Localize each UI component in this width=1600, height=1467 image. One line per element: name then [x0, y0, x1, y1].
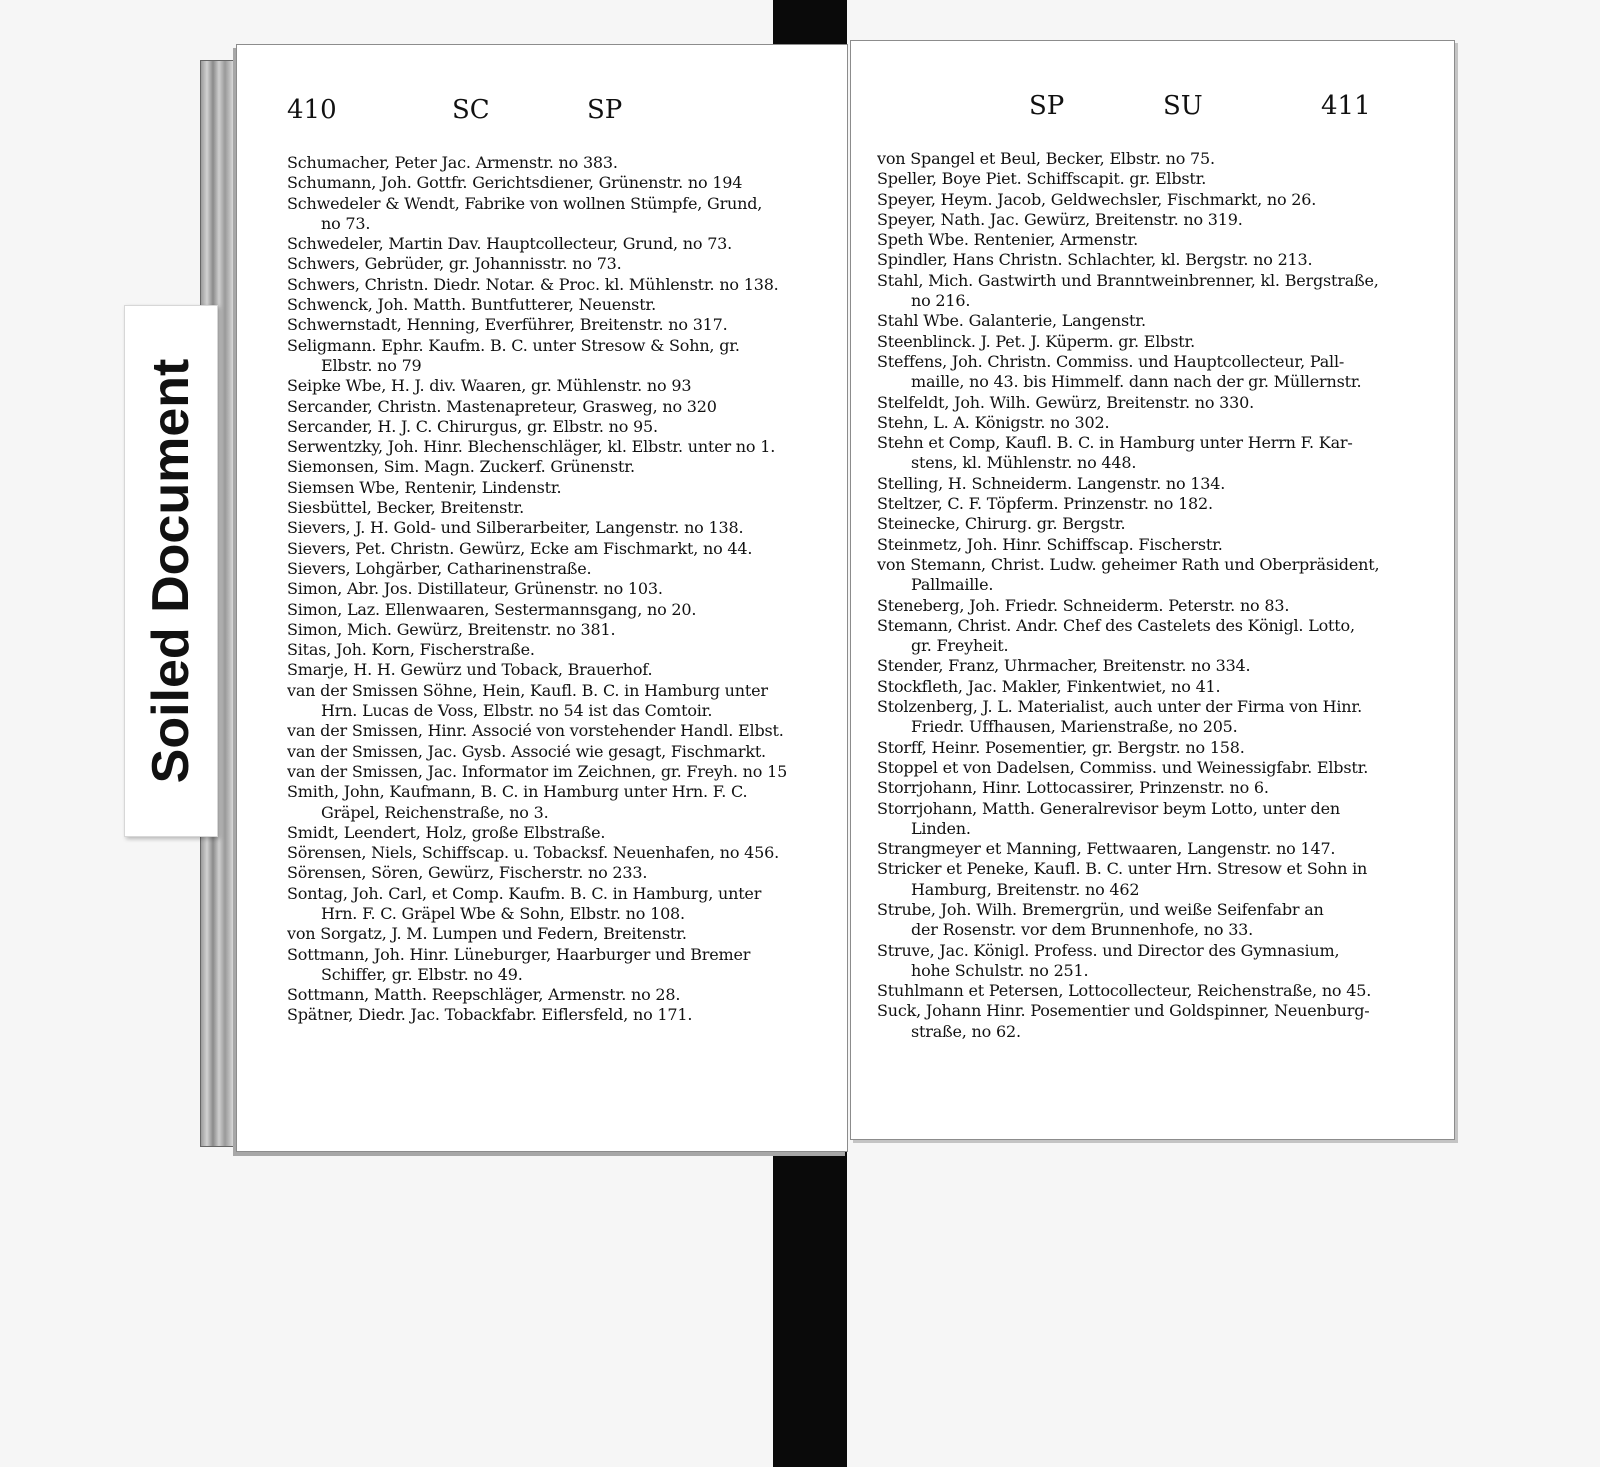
- directory-entry-line: Serwentzky, Joh. Hinr. Blechenschläger, kl. Elbstr. unter no 1.: [287, 437, 776, 457]
- directory-entry-line: Hamburg, Breitenstr. no 462: [911, 879, 1140, 899]
- directory-entry-line: Stricker et Peneke, Kaufl. B. C. unter Hrn. Stresow et Sohn in: [877, 859, 1368, 879]
- left-running-head-start: SC: [452, 95, 490, 125]
- directory-entry-line: no 73.: [321, 213, 371, 233]
- directory-entry-line: Smith, John, Kaufmann, B. C. in Hamburg unter Hrn. F. C.: [287, 782, 748, 802]
- directory-entry-line: straße, no 62.: [911, 1021, 1021, 1041]
- directory-entry-line: Spindler, Hans Christn. Schlachter, kl. Bergstr. no 213.: [877, 250, 1313, 270]
- directory-entry-line: Smarje, H. H. Gewürz und Toback, Brauerhof.: [287, 660, 653, 680]
- right-running-head-end: SU: [1163, 91, 1203, 121]
- directory-entry-line: Sitas, Joh. Korn, Fischerstraße.: [287, 640, 535, 660]
- directory-entry-line: Sievers, Pet. Christn. Gewürz, Ecke am Fischmarkt, no 44.: [287, 538, 753, 558]
- directory-entry-line: Steltzer, C. F. Töpferm. Prinzenstr. no 182.: [877, 494, 1213, 514]
- directory-entry-line: Seligmann. Ephr. Kaufm. B. C. unter Stresow & Sohn, gr.: [287, 335, 740, 355]
- directory-entry-line: no 216.: [911, 291, 971, 311]
- directory-entry-line: Speller, Boye Piet. Schiffscapit. gr. Elbstr.: [877, 169, 1207, 189]
- directory-entry-line: Sottmann, Matth. Reepschläger, Armenstr. no 28.: [287, 985, 681, 1005]
- directory-entry-line: Schwedeler & Wendt, Fabrike von wollnen Stümpfe, Grund,: [287, 193, 763, 213]
- directory-entry-line: Speyer, Heym. Jacob, Geldwechsler, Fischmarkt, no 26.: [877, 189, 1317, 209]
- directory-entry-line: Stockfleth, Jac. Makler, Finkentwiet, no 41.: [877, 676, 1221, 696]
- directory-entry-line: Stoppel et von Dadelsen, Commiss. und Weinessigfabr. Elbstr.: [877, 757, 1369, 777]
- directory-entry-line: von Spangel et Beul, Becker, Elbstr. no 75.: [877, 149, 1215, 168]
- left-entry-list: [287, 153, 837, 1026]
- directory-entry-line: Schumann, Joh. Gottfr. Gerichtsdiener, Grünenstr. no 194: [287, 173, 743, 193]
- directory-entry-line: Stahl, Mich. Gastwirth und Branntweinbrenner, kl. Bergstraße,: [877, 270, 1379, 290]
- soiled-document-label: [124, 305, 218, 837]
- directory-entry-line: Hrn. Lucas de Voss, Elbstr. no 54 ist das Comtoir.: [321, 701, 713, 721]
- directory-entry-line: Strangmeyer et Manning, Fettwaaren, Langenstr. no 147.: [877, 839, 1336, 859]
- left-page: [236, 44, 848, 1152]
- directory-entry-line: Stehn, L. A. Königstr. no 302.: [877, 412, 1110, 432]
- directory-entry-line: Simon, Laz. Ellenwaaren, Sestermannsgang, no 20.: [287, 599, 697, 619]
- directory-entry-line: Strube, Joh. Wilh. Bremergrün, und weiße Seifenfabr an: [877, 899, 1324, 919]
- directory-entry-line: Storff, Heinr. Posementier, gr. Bergstr. no 158.: [877, 737, 1245, 757]
- directory-entry-line: Speyer, Nath. Jac. Gewürz, Breitenstr. no 319.: [877, 209, 1243, 229]
- directory-entry-line: Speth Wbe. Rentenier, Armenstr.: [877, 230, 1139, 250]
- right-page: [850, 40, 1455, 1140]
- directory-entry-line: Stelfeldt, Joh. Wilh. Gewürz, Breitenstr. no 330.: [877, 392, 1254, 412]
- directory-entry-line: Stahl Wbe. Galanterie, Langenstr.: [877, 311, 1146, 331]
- left-running-head-end: SP: [587, 95, 623, 125]
- directory-entry-line: Schumacher, Peter Jac. Armenstr. no 383.: [287, 153, 618, 172]
- directory-entry-line: von Sorgatz, J. M. Lumpen und Federn, Breitenstr.: [287, 924, 687, 944]
- directory-entry-line: Sievers, J. H. Gold- und Silberarbeiter, Langenstr. no 138.: [287, 518, 744, 538]
- directory-entry-line: Storrjohann, Matth. Generalrevisor beym Lotto, unter den: [877, 798, 1340, 818]
- directory-entry-line: Linden.: [911, 818, 971, 838]
- directory-entry-line: Stelling, H. Schneiderm. Langenstr. no 134.: [877, 473, 1226, 493]
- directory-entry-line: Hrn. F. C. Gräpel Wbe & Sohn, Elbstr. no 108.: [321, 903, 685, 923]
- directory-entry-line: hohe Schulstr. no 251.: [911, 960, 1089, 980]
- right-entry-list: [877, 149, 1437, 1042]
- directory-entry-line: Stuhlmann et Petersen, Lottocollecteur, Reichenstraße, no 45.: [877, 981, 1372, 1001]
- directory-entry-line: Stemann, Christ. Andr. Chef des Castelets des Königl. Lotto,: [877, 615, 1355, 635]
- directory-entry-line: Stehn et Comp, Kaufl. B. C. in Hamburg unter Herrn F. Kar-: [877, 433, 1353, 453]
- directory-entry-line: Steinmetz, Joh. Hinr. Schiffscap. Fischerstr.: [877, 534, 1223, 554]
- directory-entry-line: Spätner, Diedr. Jac. Tobackfabr. Eiflersfeld, no 171.: [287, 1005, 693, 1025]
- directory-entry-line: Schiffer, gr. Elbstr. no 49.: [321, 964, 523, 984]
- directory-entry-line: Suck, Johann Hinr. Posementier und Goldspinner, Neuenburg-: [877, 1001, 1370, 1021]
- directory-entry-line: Sercander, H. J. C. Chirurgus, gr. Elbstr. no 95.: [287, 416, 658, 436]
- directory-entry-line: Friedr. Uffhausen, Marienstraße, no 205.: [911, 717, 1238, 737]
- directory-entry-line: van der Smissen, Jac. Informator im Zeichnen, gr. Freyh. no 15: [287, 761, 788, 781]
- directory-entry-line: Sontag, Joh. Carl, et Comp. Kaufm. B. C. in Hamburg, unter: [287, 883, 762, 903]
- right-page-number: 411: [1321, 91, 1371, 121]
- directory-entry-line: Schwedeler, Martin Dav. Hauptcollecteur, Grund, no 73.: [287, 234, 733, 254]
- directory-entry-line: Stender, Franz, Uhrmacher, Breitenstr. no 334.: [877, 656, 1251, 676]
- directory-entry-line: Schwers, Christn. Diedr. Notar. & Proc. kl. Mühlenstr. no 138.: [287, 274, 779, 294]
- directory-entry-line: Simon, Abr. Jos. Distillateur, Grünenstr. no 103.: [287, 579, 663, 599]
- directory-entry-line: Siemsen Wbe, Rentenir, Lindenstr.: [287, 477, 562, 497]
- directory-entry-line: von Stemann, Christ. Ludw. geheimer Rath und Oberpräsident,: [877, 554, 1380, 574]
- directory-entry-line: Smidt, Leendert, Holz, große Elbstraße.: [287, 822, 606, 842]
- directory-entry-line: Pallmaille.: [911, 575, 994, 595]
- directory-entry-line: Elbstr. no 79: [321, 355, 422, 375]
- directory-entry-line: maille, no 43. bis Himmelf. dann nach der gr. Müllernstr.: [911, 372, 1362, 392]
- directory-entry-line: stens, kl. Mühlenstr. no 448.: [911, 453, 1137, 473]
- directory-entry-line: der Rosenstr. vor dem Brunnenhofe, no 33.: [911, 920, 1254, 940]
- directory-entry-line: Sottmann, Joh. Hinr. Lüneburger, Haarburger und Bremer: [287, 944, 751, 964]
- directory-entry-line: van der Smissen Söhne, Hein, Kaufl. B. C. in Hamburg unter: [287, 680, 768, 700]
- directory-entry-line: Gräpel, Reichenstraße, no 3.: [321, 802, 549, 822]
- directory-entry-line: gr. Freyheit.: [911, 636, 1009, 656]
- directory-entry-line: van der Smissen, Jac. Gysb. Associé wie gesagt, Fischmarkt.: [287, 741, 766, 761]
- directory-entry-line: Sörensen, Sören, Gewürz, Fischerstr. no 233.: [287, 863, 648, 883]
- directory-entry-line: Siemonsen, Sim. Magn. Zuckerf. Grünenstr.: [287, 457, 635, 477]
- soiled-document-text: Soiled Document: [142, 358, 200, 784]
- directory-entry-line: Steenblinck. J. Pet. J. Küperm. gr. Elbstr.: [877, 331, 1196, 351]
- right-running-head-start: SP: [1029, 91, 1065, 121]
- directory-entry-line: Schwernstadt, Henning, Everführer, Breitenstr. no 317.: [287, 315, 728, 335]
- directory-entry-line: Sercander, Christn. Mastenapreteur, Grasweg, no 320: [287, 396, 717, 416]
- directory-entry-line: Steinecke, Chirurg. gr. Bergstr.: [877, 514, 1126, 534]
- directory-entry-line: Seipke Wbe, H. J. div. Waaren, gr. Mühlenstr. no 93: [287, 376, 692, 396]
- directory-entry-line: Steneberg, Joh. Friedr. Schneiderm. Peterstr. no 83.: [877, 595, 1290, 615]
- directory-entry-line: Steffens, Joh. Christn. Commiss. und Hauptcollecteur, Pall-: [877, 351, 1345, 371]
- directory-entry-line: Siesbüttel, Becker, Breitenstr.: [287, 498, 524, 518]
- directory-entry-line: Schwenck, Joh. Matth. Buntfutterer, Neuenstr.: [287, 295, 657, 315]
- directory-entry-line: van der Smissen, Hinr. Associé von vorstehender Handl. Elbst.: [287, 721, 784, 741]
- directory-entry-line: Struve, Jac. Königl. Profess. und Director des Gymnasium,: [877, 940, 1340, 960]
- directory-entry-line: Simon, Mich. Gewürz, Breitenstr. no 381.: [287, 619, 616, 639]
- directory-entry-line: Sievers, Lohgärber, Catharinenstraße.: [287, 558, 592, 578]
- directory-entry-line: Stolzenberg, J. L. Materialist, auch unter der Firma von Hinr.: [877, 697, 1362, 717]
- directory-entry-line: Storrjohann, Hinr. Lottocassirer, Prinzenstr. no 6.: [877, 778, 1269, 798]
- left-page-number: 410: [287, 95, 337, 125]
- directory-entry-line: Schwers, Gebrüder, gr. Johannisstr. no 73.: [287, 254, 622, 274]
- directory-entry-line: Sörensen, Niels, Schiffscap. u. Tobacksf. Neuenhafen, no 456.: [287, 843, 779, 863]
